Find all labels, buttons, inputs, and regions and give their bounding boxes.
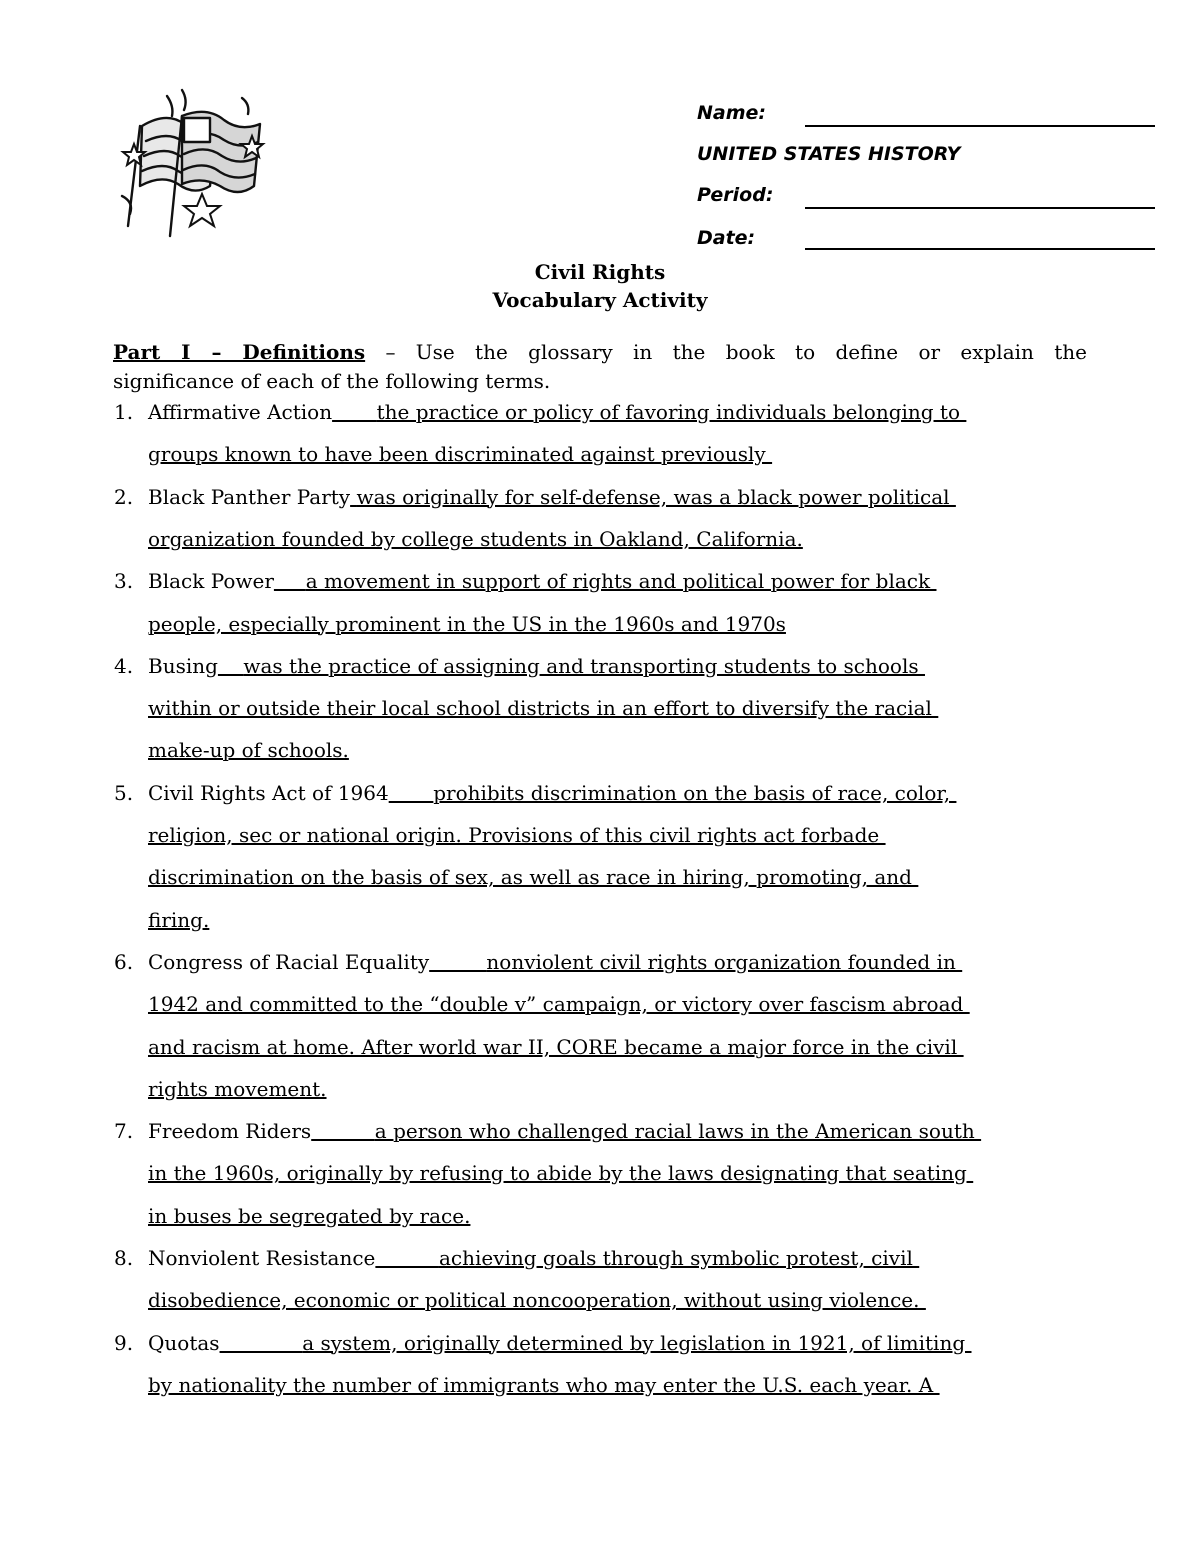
definition-text: make-up of schools. (148, 738, 349, 763)
definition-line (148, 1246, 919, 1270)
item-number: 5. (114, 780, 134, 805)
definition-text: organization founded by college students in Oakland, California. (148, 526, 803, 551)
definition-line (148, 823, 886, 847)
definition-text: a person who challenged racial laws in the American south (374, 1119, 982, 1144)
definition-line (148, 696, 938, 720)
answer-blank (218, 654, 243, 678)
definition-line (148, 654, 925, 678)
item-number: 1. (114, 400, 134, 424)
definition-text: was originally for self-defense, was a black power political (356, 484, 956, 509)
date-label: Date: (697, 227, 756, 249)
definition-text: people, especially prominent in the US in the 1960s and 1970s (148, 611, 786, 636)
definition-text: groups known to have been discriminated against previously (148, 442, 773, 467)
item-number: 8. (114, 1246, 134, 1270)
date-field[interactable] (805, 248, 1155, 250)
vocab-term: Congress of Racial Equality (148, 949, 430, 974)
definition-line (148, 781, 956, 805)
definition-line (148, 1035, 964, 1059)
definition-line (148, 908, 209, 932)
definition-text: the practice or policy of favoring individuals belonging to (376, 400, 967, 424)
definition-line (148, 527, 803, 551)
definition-text: in buses be segregated by race. (148, 1203, 471, 1228)
vocab-term: Civil Rights Act of 1964 (148, 780, 389, 805)
definition-line (148, 1161, 973, 1185)
instructions-line-2: significance of each of the following terms. (113, 369, 551, 393)
period-field[interactable] (805, 207, 1155, 209)
vocab-term: Black Power (148, 569, 274, 594)
definition-line (148, 442, 772, 466)
vocab-term: Affirmative Action (148, 400, 333, 424)
definition-line (148, 992, 970, 1016)
definition-text: prohibits discrimination on the basis of race, color, (433, 780, 957, 805)
item-number: 7. (114, 1119, 134, 1144)
definition-line (148, 400, 966, 424)
definition-text: in the 1960s, originally by refusing to abide by the laws designating that seating (148, 1161, 974, 1186)
definition-line (148, 738, 349, 762)
definition-line (148, 950, 962, 974)
definition-text: disobedience, economic or political noncooperation, without using violence. (148, 1288, 926, 1313)
definition-text: rights movement. (148, 1076, 327, 1101)
item-number: 9. (114, 1330, 134, 1355)
definition-line (148, 865, 918, 889)
period-label: Period: (697, 184, 774, 206)
instructions (113, 338, 1087, 396)
vocab-term: Busing (148, 653, 218, 678)
part-label: Part I – Definitions (113, 340, 366, 364)
page-title: Civil Rights (534, 260, 666, 284)
name-label: Name: (697, 102, 767, 124)
instructions-text: – Use the glossary in the book to define or explain the (365, 340, 1087, 364)
answer-blank (274, 569, 306, 593)
definition-text: religion, sec or national origin. Provisions of this civil rights act forbade (148, 823, 886, 847)
definition-text: firing. (148, 907, 210, 932)
course-title: UNITED STATES HISTORY (697, 143, 961, 165)
definition-line (148, 612, 786, 636)
instructions-line-1 (113, 338, 1087, 367)
definition-text: 1942 and committed to the “double v” campaign, or victory over fascism abroad (148, 992, 970, 1017)
definition-text: a system, originally determined by legislation in 1921, of limiting (302, 1330, 972, 1355)
item-number: 4. (114, 653, 134, 678)
definition-text: a movement in support of rights and political power for black (305, 569, 937, 594)
name-field[interactable] (805, 125, 1155, 127)
definition-line (148, 1077, 327, 1101)
answer-blank (332, 400, 377, 424)
answer-blank (220, 1331, 303, 1355)
vocab-term: Black Panther Party (148, 484, 351, 509)
definition-line (148, 485, 956, 509)
answer-blank (429, 950, 486, 974)
vocab-term: Nonviolent Resistance (148, 1246, 376, 1270)
definition-text: nonviolent civil rights organization founded in (486, 949, 963, 974)
vocab-term: Quotas (148, 1330, 220, 1355)
flag-clipart-icon (112, 86, 272, 242)
definition-line (148, 1119, 981, 1143)
item-number: 3. (114, 569, 134, 594)
definition-line (148, 1373, 940, 1397)
definition-text: discrimination on the basis of sex, as well as race in hiring, promoting, and (148, 865, 919, 890)
definition-line (148, 569, 936, 593)
definition-text: was the practice of assigning and transporting students to schools (243, 653, 925, 678)
vocab-term: Freedom Riders (148, 1119, 312, 1144)
item-number: 2. (114, 484, 134, 509)
answer-blank (311, 1119, 375, 1143)
definition-line (148, 1288, 926, 1312)
answer-blank (375, 1246, 439, 1270)
definition-text: achieving goals through symbolic protest, civil (438, 1246, 920, 1270)
definition-text: and racism at home. After world war II, CORE became a major force in the civil (148, 1034, 964, 1059)
definition-text: within or outside their local school districts in an effort to diversify the racial (148, 696, 939, 721)
definition-line (148, 1331, 972, 1355)
definition-line (148, 1204, 470, 1228)
definition-text: by nationality the number of immigrants who may enter the U.S. each year. A (148, 1372, 940, 1397)
answer-blank (389, 781, 434, 805)
page-subtitle: Vocabulary Activity (492, 288, 708, 312)
item-number: 6. (114, 949, 134, 974)
